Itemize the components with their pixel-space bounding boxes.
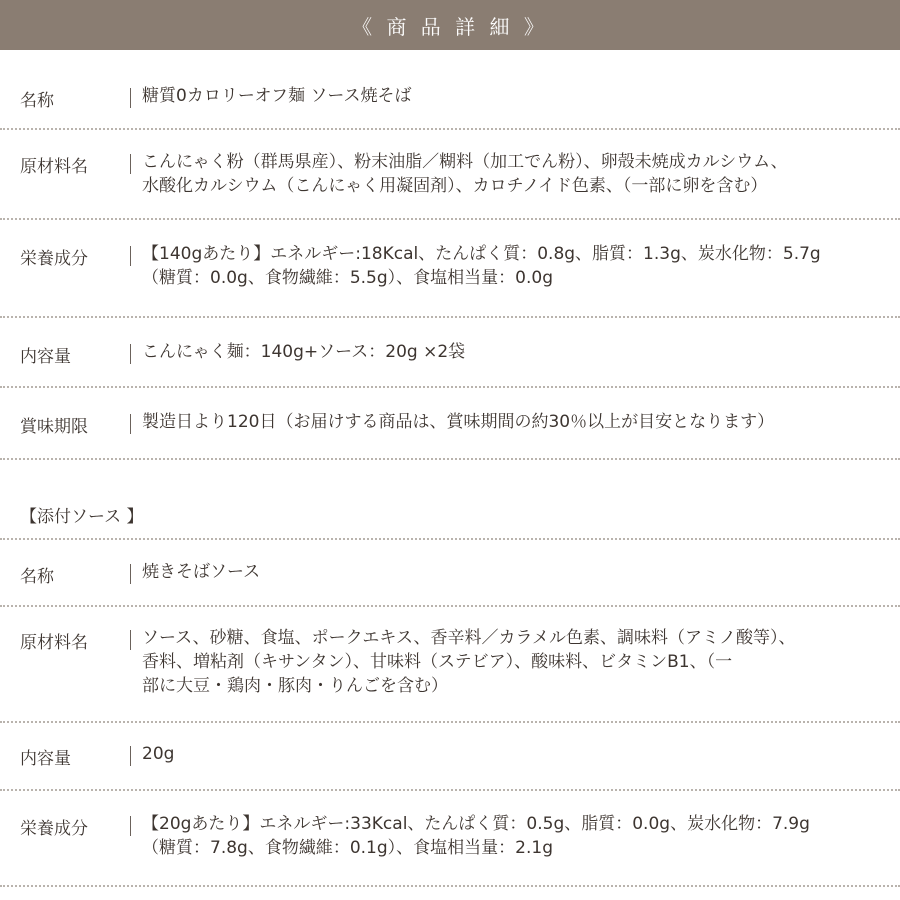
row-value: 【20gあたり】エネルギー:33Kcal、たんぱく質：0.5g、脂質：0.0g、炭水化物：7.9g （糖質：7.8g、食物繊維：0.1g）、食塩相当量：2.1g xyxy=(142,814,810,858)
row-separator xyxy=(130,88,131,108)
row-value: 製造日より120日（お届けする商品は、賞味期間の約30％以上が目安となります） xyxy=(142,412,775,432)
row-separator xyxy=(130,564,131,584)
row-value: 焼きそばソース xyxy=(142,562,261,582)
row-label: 栄養成分 xyxy=(20,819,88,839)
row-label: 内容量 xyxy=(20,347,71,367)
row-separator xyxy=(130,154,131,174)
row-label: 原材料名 xyxy=(20,633,88,653)
sauce-row-content xyxy=(0,723,900,791)
row-separator xyxy=(130,746,131,766)
page-header xyxy=(0,0,900,50)
detail-row-content xyxy=(0,318,900,388)
row-separator xyxy=(130,344,131,364)
detail-row-ingredients xyxy=(0,130,900,220)
sauce-row-nutrition xyxy=(0,791,900,887)
row-separator xyxy=(130,816,131,836)
sauce-title-divider xyxy=(0,500,900,540)
detail-row-nutrition xyxy=(0,220,900,318)
row-separator xyxy=(130,630,131,650)
row-separator xyxy=(130,246,131,266)
row-label: 原材料名 xyxy=(20,157,88,177)
row-label: 名称 xyxy=(20,567,54,587)
row-value: 20g xyxy=(142,744,175,764)
detail-row-expiry xyxy=(0,388,900,460)
sauce-section-title: 【添付ソース 】 xyxy=(20,507,144,527)
row-value: ソース、砂糖、食塩、ポークエキス、香辛料／カラメル色素、調味料（アミノ酸等）、 香料、増粘剤（キサンタン）、甘味料（ステビア）、酸味料、ビタミンB1、（一 部に大豆・鶏肉・豚肉・りんごを含む） xyxy=(142,628,796,696)
row-label: 内容量 xyxy=(20,749,71,769)
row-value: 糖質0カロリーオフ麺 ソース焼そば xyxy=(142,86,412,106)
row-value: こんにゃく粉（群馬県産）、粉末油脂／糊料（加工でん粉）、卵殻未焼成カルシウム、 水酸化カルシウム（こんにゃく用凝固剤）、カロチノイド色素、（一部に卵を含む） xyxy=(142,152,788,196)
sauce-row-name xyxy=(0,540,900,607)
sauce-row-ingredients xyxy=(0,607,900,723)
row-label: 賞味期限 xyxy=(20,417,88,437)
row-label: 名称 xyxy=(20,91,54,111)
detail-row-name xyxy=(0,50,900,130)
row-value: こんにゃく麺：140g+ソース：20g ×2袋 xyxy=(142,342,466,362)
row-value: 【140gあたり】エネルギー:18Kcal、たんぱく質：0.8g、脂質：1.3g、炭水化物：5.7g （糖質：0.0g、食物繊維：5.5g）、食塩相当量：0.0g xyxy=(142,244,821,288)
row-label: 栄養成分 xyxy=(20,249,88,269)
row-separator xyxy=(130,414,131,434)
page-title: 《 商 品 詳 細 》 xyxy=(352,14,548,39)
